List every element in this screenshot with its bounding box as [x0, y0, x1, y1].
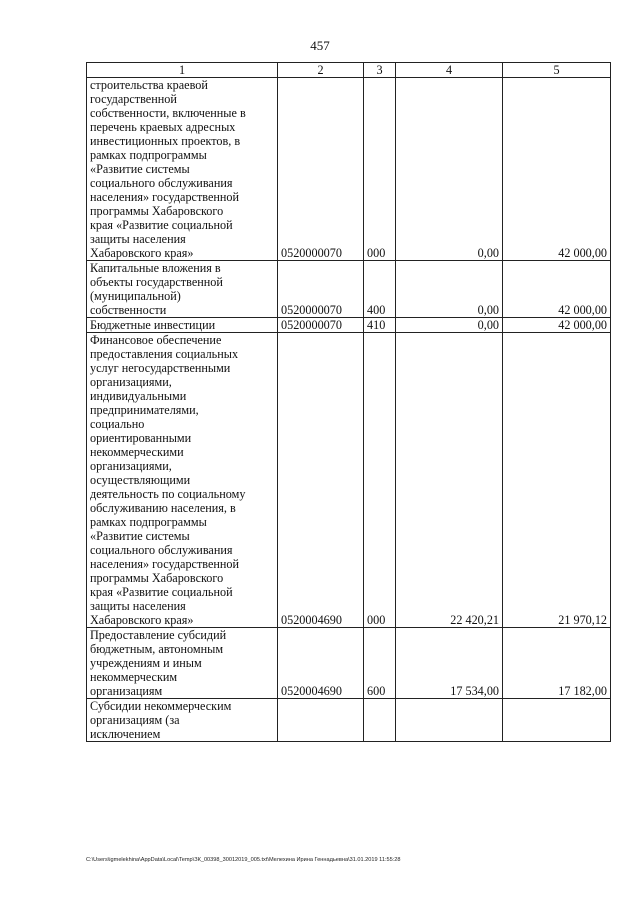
row-name — [87, 628, 278, 699]
row-name-line: исключением — [90, 727, 161, 741]
row-name-line: предпринимателями, — [90, 403, 199, 417]
row-name-line: защиты населения — [90, 599, 186, 613]
budget-table — [86, 62, 611, 742]
row-value-2020: 21 970,12 — [503, 333, 611, 628]
row-name-line: края «Развитие социальной — [90, 585, 233, 599]
row-name-line: бюджетным, автономным — [90, 642, 224, 656]
row-name-line: Финансовое обеспечение — [90, 333, 222, 347]
row-value-2019: 0,00 — [396, 318, 503, 333]
table-row — [87, 78, 611, 261]
row-name-line: организациями, — [90, 375, 172, 389]
table-row — [87, 628, 611, 699]
row-value-2020 — [503, 699, 611, 742]
row-name-line: программы Хабаровского — [90, 204, 224, 218]
row-name-line: Хабаровского края» — [90, 613, 194, 627]
row-name-line: некоммерческим — [90, 670, 178, 684]
row-value-2020: 42 000,00 — [503, 318, 611, 333]
row-type: 000 — [364, 333, 396, 628]
row-value-2020: 42 000,00 — [503, 78, 611, 261]
row-code: 0520004690 — [278, 628, 364, 699]
row-name-line: осуществляющими — [90, 473, 191, 487]
row-name-line: собственности, включенные в — [90, 106, 246, 120]
row-name-line: строительства краевой — [90, 78, 208, 92]
row-type: 000 — [364, 78, 396, 261]
row-value-2019: 17 534,00 — [396, 628, 503, 699]
table-row — [87, 261, 611, 318]
row-name-line: программы Хабаровского — [90, 571, 224, 585]
row-code: 0520000070 — [278, 318, 364, 333]
row-name-line: Предоставление субсидий — [90, 628, 227, 642]
row-name-line: объекты государственной — [90, 275, 223, 289]
header-col-5: 5 — [503, 63, 611, 78]
row-value-2019 — [396, 699, 503, 742]
file-path-footer: C:\Users\igmelekhina\AppData\Local\Temp\ЗК_00398_30012019_005.txt\Мелехина Ирина Геннадьевна\31.01.2019 11:55:28 — [86, 857, 401, 863]
row-name — [87, 699, 278, 742]
row-name-line: некоммерческими — [90, 445, 184, 459]
header-col-2: 2 — [278, 63, 364, 78]
row-name-line: рамках подпрограммы — [90, 515, 207, 529]
row-name-line: деятельность по социальному — [90, 487, 246, 501]
row-name-line: обслуживанию населения, в — [90, 501, 236, 515]
row-name-line: социального обслуживания — [90, 176, 233, 190]
row-type: 600 — [364, 628, 396, 699]
row-value-2019: 22 420,21 — [396, 333, 503, 628]
row-name-line: «Развитие системы — [90, 529, 190, 543]
row-value-2019: 0,00 — [396, 261, 503, 318]
row-name-line: защиты населения — [90, 232, 186, 246]
row-name-line: Бюджетные инвестиции — [90, 318, 216, 332]
row-name-line: организациям (за — [90, 713, 180, 727]
table-row — [87, 318, 611, 333]
row-name-line: учреждениям и иным — [90, 656, 202, 670]
row-type — [364, 699, 396, 742]
header-row — [87, 63, 611, 78]
row-name-line: населения» государственной — [90, 557, 240, 571]
row-name-line: индивидуальными — [90, 389, 187, 403]
row-code — [278, 699, 364, 742]
row-name-line: собственности — [90, 303, 167, 317]
row-name-line: услуг негосударственными — [90, 361, 231, 375]
page-number: 457 — [310, 38, 330, 53]
header-col-4: 4 — [396, 63, 503, 78]
row-name-line: рамках подпрограммы — [90, 148, 207, 162]
row-type: 410 — [364, 318, 396, 333]
row-name-line: (муниципальной) — [90, 289, 181, 303]
row-value-2020: 42 000,00 — [503, 261, 611, 318]
row-name-line: населения» государственной — [90, 190, 240, 204]
row-code: 0520000070 — [278, 78, 364, 261]
row-name-line: государственной — [90, 92, 177, 106]
row-name-line: предоставления социальных — [90, 347, 239, 361]
row-name-line: «Развитие системы — [90, 162, 190, 176]
row-type: 400 — [364, 261, 396, 318]
row-name-line: Капитальные вложения в — [90, 261, 221, 275]
row-name-line: Субсидии некоммерческим — [90, 699, 232, 713]
row-value-2019: 0,00 — [396, 78, 503, 261]
row-value-2020: 17 182,00 — [503, 628, 611, 699]
row-code: 0520000070 — [278, 261, 364, 318]
header-col-1: 1 — [87, 63, 278, 78]
table-row — [87, 699, 611, 742]
row-name — [87, 261, 278, 318]
row-name-line: организациям — [90, 684, 163, 698]
row-name — [87, 318, 278, 333]
row-name — [87, 78, 278, 261]
row-code: 0520004690 — [278, 333, 364, 628]
row-name — [87, 333, 278, 628]
table-row — [87, 333, 611, 628]
row-name-line: ориентированными — [90, 431, 192, 445]
row-name-line: организациями, — [90, 459, 172, 473]
row-name-line: края «Развитие социальной — [90, 218, 233, 232]
row-name-line: Хабаровского края» — [90, 246, 194, 260]
row-name-line: социально — [90, 417, 145, 431]
row-name-line: инвестиционных проектов, в — [90, 134, 241, 148]
row-name-line: перечень краевых адресных — [90, 120, 236, 134]
row-name-line: социального обслуживания — [90, 543, 233, 557]
header-col-3: 3 — [364, 63, 396, 78]
